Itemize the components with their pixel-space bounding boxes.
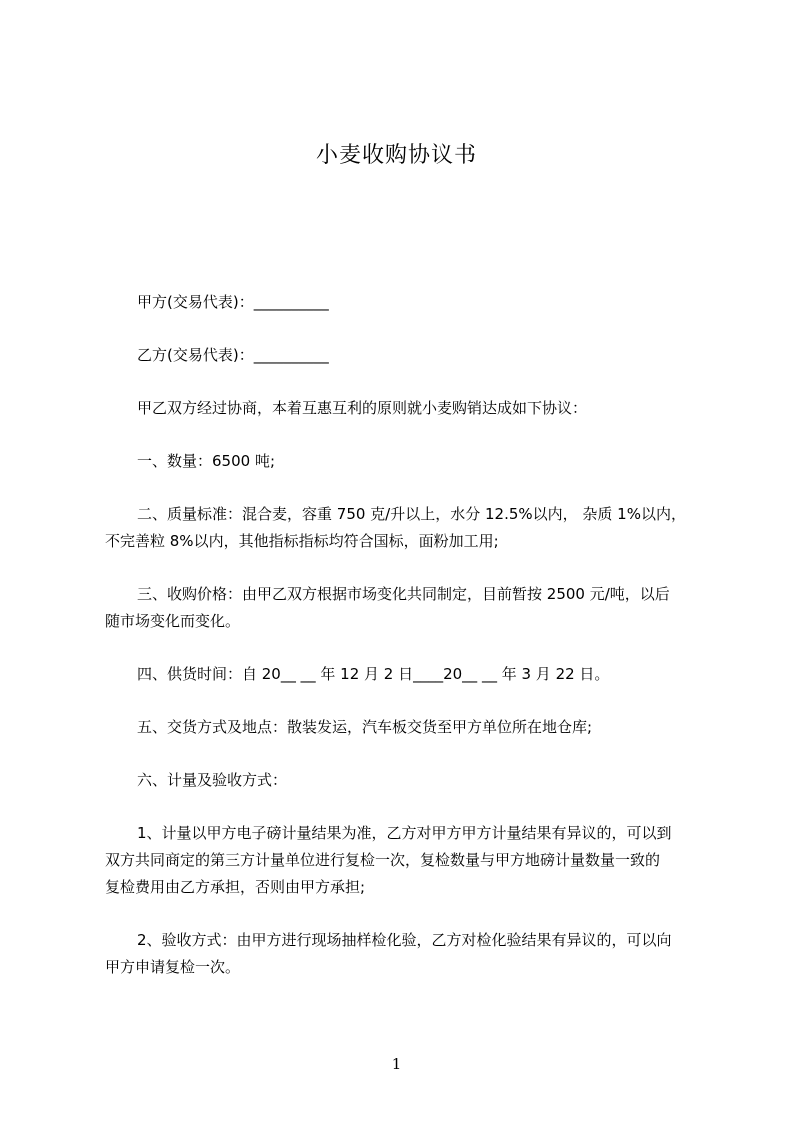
clause-price-line-1: 三、收购价格：由甲乙双方根据市场变化共同制定，目前暂按 2500 元/吨，以后 [137, 585, 670, 603]
item-acceptance-line-2: 甲方申请复检一次。 [105, 958, 241, 976]
clause-supply-time: 四、供货时间：自 20__ __ 年 12 月 2 日____20__ __ 年 3 月 22 日。 [137, 665, 610, 683]
clause-quality-line-1: 二、质量标准：混合麦，容重 750 克/升以上，水分 12.5%以内， 杂质 1%以内， [137, 505, 686, 523]
clause-measurement-heading: 六、计量及验收方式： [137, 771, 288, 789]
document-title: 小麦收购协议书 [315, 143, 477, 168]
intro-paragraph: 甲乙双方经过协商，本着互惠互利的原则就小麦购销达成如下协议： [137, 399, 588, 417]
clause-price-line-2: 随市场变化而变化。 [105, 612, 241, 630]
party-a-line: 甲方(交易代表)：__________ [137, 293, 329, 311]
page-number: 1 [391, 1055, 402, 1073]
item-measurement-line-2: 双方共同商定的第三方计量单位进行复检一次，复检数量与甲方地磅计量数量一致的 [105, 851, 661, 869]
clause-delivery: 五、交货方式及地点：散装发运，汽车板交货至甲方单位所在地仓库; [137, 718, 593, 736]
item-measurement-line-1: 1、计量以甲方电子磅计量结果为准，乙方对甲方甲方计量结果有异议的，可以到 [137, 824, 672, 842]
item-measurement-line-3: 复检费用由乙方承担，否则由甲方承担; [105, 878, 366, 896]
party-b-line: 乙方(交易代表)：__________ [137, 346, 329, 364]
clause-quality-line-2: 不完善粒 8%以内，其他指标指标均符合国标，面粉加工用; [105, 532, 499, 550]
item-acceptance-line-1: 2、验收方式：由甲方进行现场抽样检化验，乙方对检化验结果有异议的，可以向 [137, 931, 672, 949]
clause-quantity: 一、数量：6500 吨; [137, 452, 275, 470]
